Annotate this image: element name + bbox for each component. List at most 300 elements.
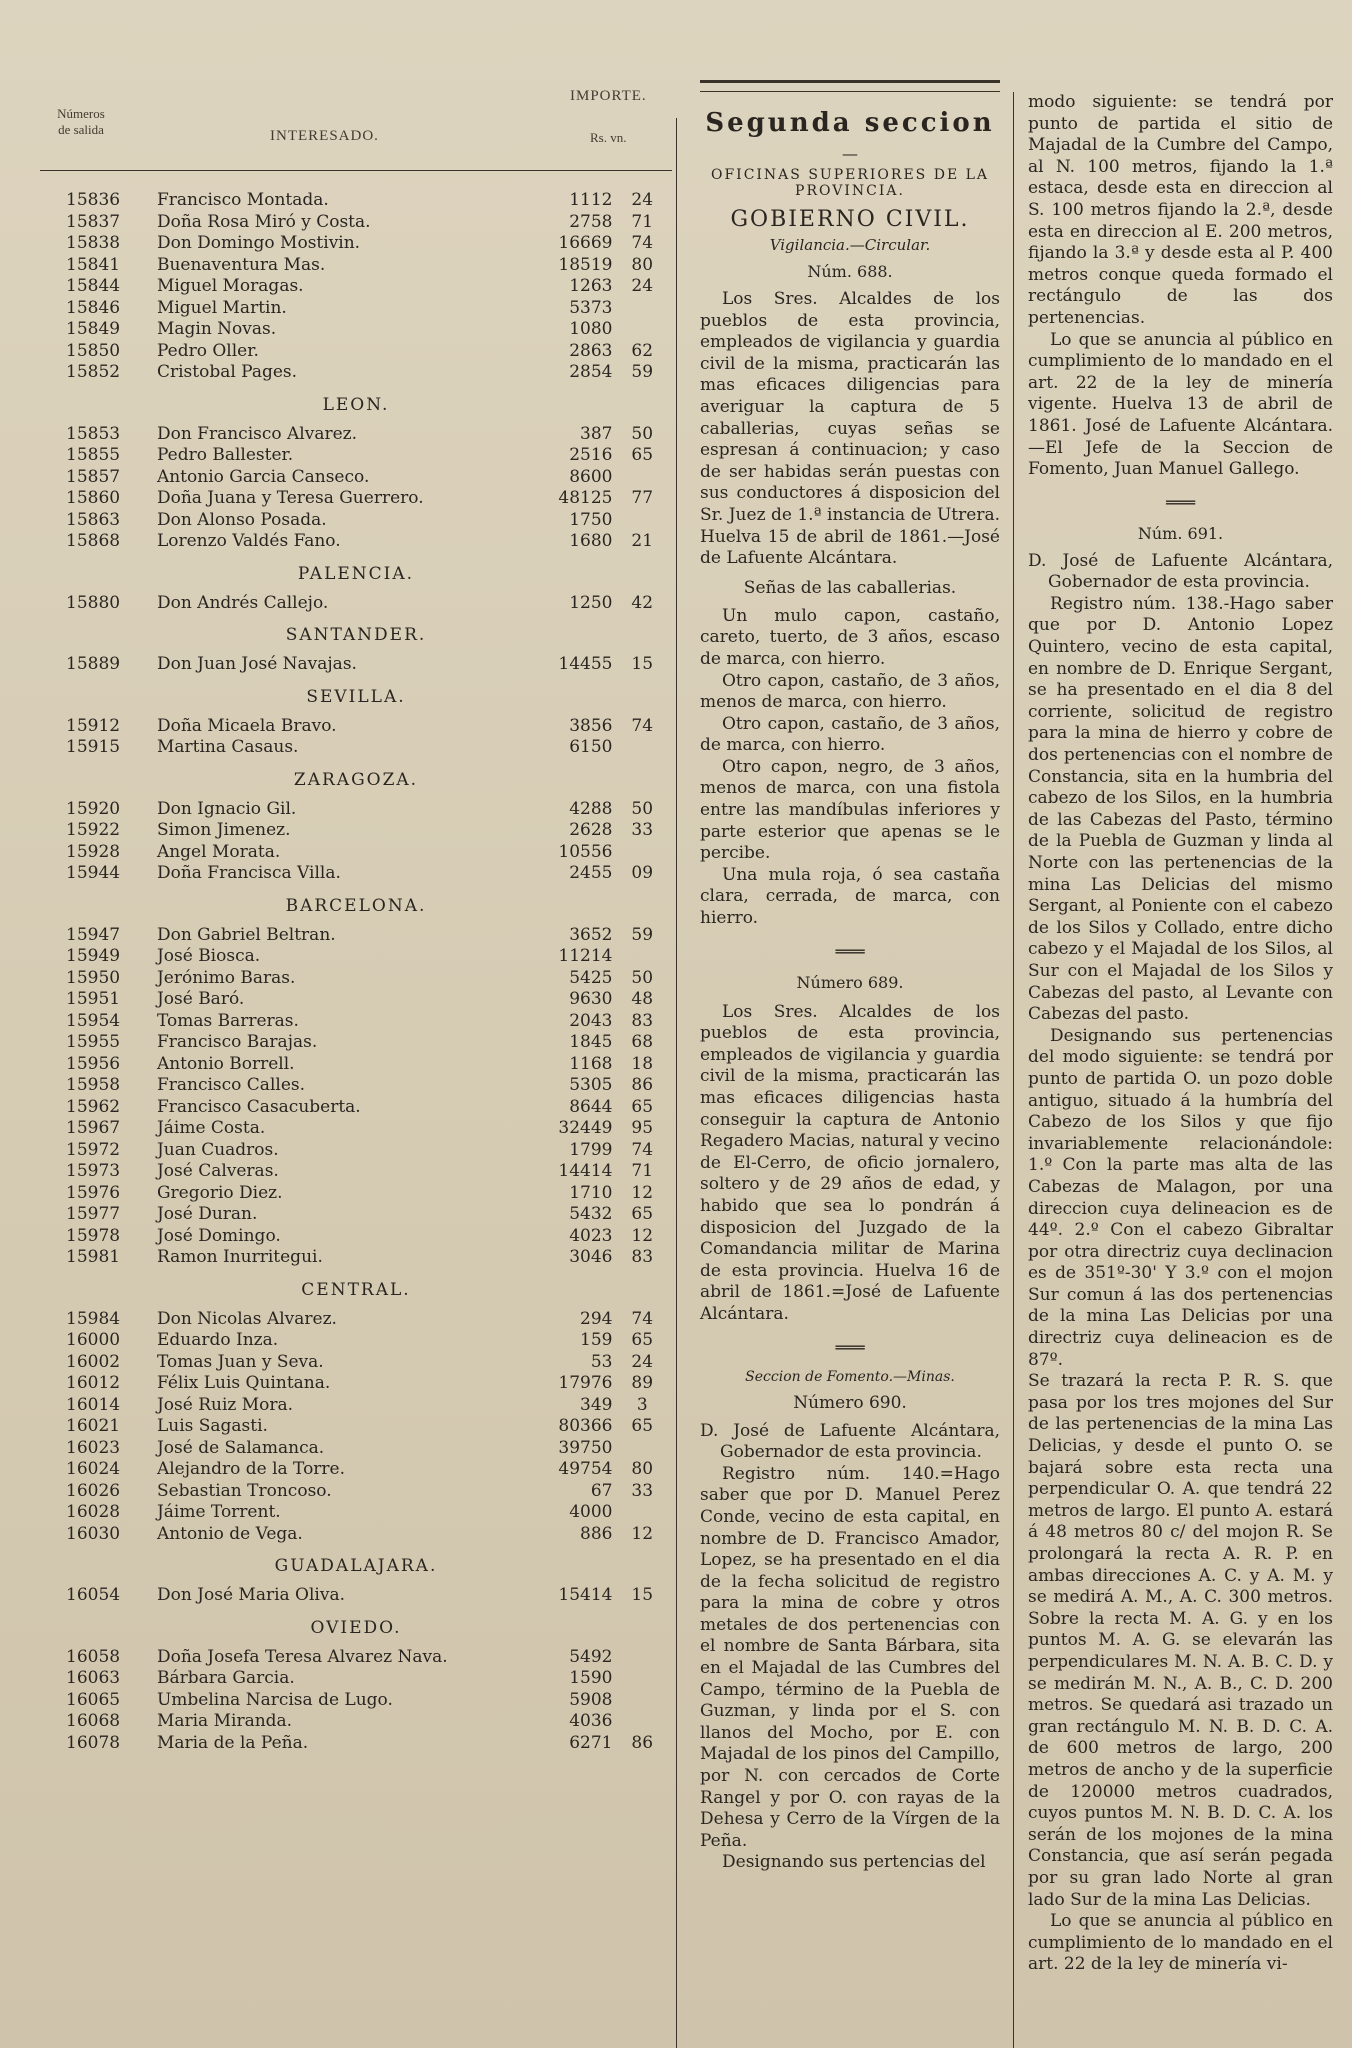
amount-cents: 71: [631, 1161, 654, 1181]
section-title: Segunda seccion: [705, 108, 995, 138]
province-heading: CENTRAL.: [301, 1279, 411, 1300]
amount-cents: 15: [631, 1585, 654, 1605]
amount-reales: 2854: [569, 362, 613, 382]
interested-party: Don Francisco Alvarez.: [156, 423, 358, 444]
amount-cents: [612, 319, 672, 341]
table-row: [40, 255, 672, 277]
amount-cents: 50: [631, 967, 654, 988]
interested-party: Umbelina Narcisa de Lugo.: [156, 1689, 393, 1710]
table-row: [40, 1711, 672, 1733]
amount-cents: 59: [631, 362, 654, 382]
interested-party: José Ruiz Mora.: [156, 1394, 294, 1415]
table-row: [40, 593, 672, 615]
amount-cents: 74: [631, 1308, 654, 1329]
amount-cents: 18: [631, 1053, 654, 1074]
interested-party: Doña Josefa Teresa Alvarez Nava.: [156, 1646, 448, 1667]
table-row: [40, 1183, 672, 1205]
amount-cents: 86: [631, 1075, 654, 1095]
header-numeros: Números de salida: [57, 106, 105, 137]
amount-cents: 65: [631, 1096, 654, 1117]
table-row: [40, 1011, 672, 1033]
amount-reales: 11214: [558, 946, 613, 966]
table-row: [40, 1054, 672, 1076]
amount-cents: 86: [631, 1732, 654, 1753]
exit-number: 16021: [66, 1416, 121, 1436]
exit-number: 15836: [66, 190, 121, 210]
notice-691-tracing: Se trazará la recta P. R. S. que pasa por los tres mojones del Sur de las pertenencias de la mina Las Delicias, y desde el punto O. se bajará sobre esta recta una perpendicular O. A. que tendrá 22 metros de largo. El punto A. estará á 48 metros 80 c/ del mojon R. Se prolongará la recta A. R. P. en ambas direcciones A. C. y A. M. y se medirá A. M., A. C. 300 metros. Sobre la recta M. A. G. y en los puntos M. A. G. se elevarán las perpendiculares M. N. A. B. C. D. y se medirán M. N., A. B., C. D. 200 metros. Se quedará asi trazado un gran rectángulo M. N. B. D. C. A. de 600 metros de largo, 200 metros de ancho y de la superficie de 120000 metros cuadrados, cuyos puntos M. N. B. D. C. A. los serán de los mojones de la mina Constancia, que así serán pegada por su gran lado Norte al gran lado Sur de la mina Las Delicias.: [1028, 1371, 1333, 1910]
amount-reales: 886: [580, 1523, 613, 1544]
amount-reales: 1750: [569, 509, 613, 530]
amount-reales: 1710: [569, 1182, 613, 1203]
amount-reales: 39750: [558, 1437, 613, 1458]
amount-cents: 12: [631, 1523, 654, 1544]
amount-reales: 15414: [558, 1585, 613, 1605]
interested-party: Pedro Oller.: [156, 340, 259, 361]
amount-reales: 5908: [569, 1689, 613, 1710]
exit-number: 15868: [66, 531, 121, 551]
interested-party: Francisco Barajas.: [156, 1032, 318, 1052]
interested-party: Don Nicolas Alvarez.: [156, 1308, 337, 1329]
amount-cents: [612, 1438, 672, 1460]
exit-number: 16054: [66, 1585, 121, 1605]
gobierno-heading: GOBIERNO CIVIL.: [730, 207, 970, 232]
exit-number: 15944: [66, 863, 121, 883]
table-row: [40, 488, 672, 510]
amount-cents: 15: [631, 654, 654, 674]
interested-party: Gregorio Diez.: [156, 1182, 283, 1203]
table-row: [40, 1395, 672, 1417]
interested-party: Angel Morata.: [156, 841, 281, 862]
amount-cents: 62: [631, 340, 654, 361]
amount-cents: 74: [631, 715, 654, 736]
senas-item-4: Otro capon, negro, de 3 años, menos de marca, con una fistola entre las mandíbulas inferiores y parte esterior que apenas se le percibe.: [700, 756, 1000, 864]
amount-cents: 24: [631, 1351, 654, 1372]
amount-cents: 71: [631, 211, 654, 232]
exit-number: 15958: [66, 1075, 121, 1095]
notice-688-text: Los Sres. Alcaldes de los pueblos de esta provincia, empleados de vigilancia y guardia civil de la misma, practicarán las mas eficaces diligencias para averiguar la captura de 5 caballerias, cuyas señas se espresan á continuacion; y caso de ser habidas serán puestas con sus conductores á disposicion del Sr. Juez de 1.ª instancia de Utrera. Huelva 15 de abril de 1861.—José de Lafuente Alcántara.: [700, 289, 1000, 569]
amount-cents: 33: [631, 1480, 654, 1501]
table-row: [40, 1733, 672, 1755]
notice-691-heading: D. José de Lafuente Alcántara, Gobernador de esta provincia.: [1028, 550, 1333, 593]
amount-cents: 83: [631, 1247, 654, 1267]
senas-heading: Señas de las caballerias.: [743, 577, 957, 598]
amount-cents: 24: [631, 190, 654, 210]
amount-reales: 9630: [569, 989, 613, 1009]
table-row: [40, 1226, 672, 1248]
notice-689-number: Número 689.: [796, 972, 904, 992]
table-row: [40, 1247, 672, 1269]
table-row: [40, 654, 672, 676]
table-row: [40, 1438, 672, 1460]
exit-number: 15841: [66, 254, 121, 275]
interested-party: Don Ignacio Gil.: [156, 798, 297, 819]
section-dash: —: [842, 144, 858, 163]
amount-cents: 12: [631, 1225, 654, 1246]
ledger-group: [40, 1585, 672, 1607]
interested-party: José Biosca.: [156, 946, 261, 966]
amount-reales: 5373: [569, 297, 613, 318]
amount-reales: 18519: [558, 254, 613, 275]
amount-cents: [612, 1502, 672, 1524]
amount-cents: 65: [631, 445, 654, 465]
amount-cents: 83: [631, 1010, 654, 1031]
amount-cents: 74: [631, 233, 654, 253]
exit-number: 16002: [66, 1351, 121, 1372]
exit-number: 15956: [66, 1053, 121, 1074]
amount-cents: [612, 1647, 672, 1669]
senas-item-5: Una mula roja, ó sea castaña clara, cerrada, de marca, con hierro.: [700, 864, 1000, 929]
exit-number: 15863: [66, 509, 121, 530]
exit-number: 15973: [66, 1161, 121, 1181]
exit-number: 16026: [66, 1480, 121, 1501]
amount-reales: 1080: [569, 319, 613, 339]
interested-party: Tomas Barreras.: [156, 1010, 299, 1031]
interested-party: Tomas Juan y Seva.: [156, 1351, 324, 1372]
amount-cents: 59: [631, 924, 654, 945]
interested-party: Sebastian Troncoso.: [156, 1480, 332, 1501]
table-row: [40, 1502, 672, 1524]
exit-number: 16012: [66, 1373, 121, 1393]
amount-reales: 2516: [569, 445, 613, 465]
ledger-group: [40, 190, 672, 384]
amount-reales: 1799: [569, 1139, 613, 1160]
ledger-group: [40, 424, 672, 553]
ledger-group: [40, 1647, 672, 1755]
header-importe: IMPORTE.: [570, 88, 647, 104]
notice-691-designation: Designando sus pertenencias del modo siguiente: se tendrá por punto de partida O. un pozo doble antiguo, situado á la humbría del Cabezo de los Silos y que fijo invariablemente relacionándole: 1.º Con la parte mas alta de las Cabezas de Malagon, por una direccion cuya delineacion es de 44º. 2.º Con el cabezo Gibraltar por otra directriz cuya declinacion es de 351º-30' Y 3.º con el mojon Sur comun á las dos pertenencias de la mina Las Delicias por una directriz cuya delineacion es de 87º.: [1028, 1025, 1333, 1370]
amount-reales: 4288: [569, 798, 613, 819]
amount-reales: 3652: [569, 924, 613, 945]
table-row: [40, 233, 672, 255]
table-row: [40, 799, 672, 821]
amount-cents: 74: [631, 1139, 654, 1160]
amount-reales: 8600: [569, 466, 613, 487]
province-heading: PALENCIA.: [297, 563, 415, 584]
amount-cents: 12: [631, 1182, 654, 1203]
amount-reales: 1263: [569, 276, 613, 296]
senas-item-1: Un mulo capon, castaño, careto, tuerto, de 3 años, escaso de marca, con hierro.: [700, 605, 1000, 669]
interested-party: Don Alonso Posada.: [156, 509, 327, 530]
amount-cents: [612, 842, 672, 864]
notice-690-heading: D. José de Lafuente Alcántara, Gobernador de esta provincia.: [700, 1420, 1000, 1463]
exit-number: 15857: [66, 466, 121, 487]
amount-cents: 65: [631, 1330, 654, 1350]
table-row: [40, 737, 672, 759]
interested-party: Don Andrés Callejo.: [156, 592, 329, 613]
exit-number: 15972: [66, 1139, 121, 1160]
amount-cents: 09: [631, 863, 654, 883]
table-row: [40, 1416, 672, 1438]
table-row: [40, 1309, 672, 1331]
interested-party: Antonio de Vega.: [156, 1523, 303, 1544]
separator: ═══: [835, 1337, 865, 1357]
amount-reales: 2863: [569, 340, 613, 361]
amount-reales: 5305: [569, 1075, 613, 1095]
amount-reales: 159: [580, 1330, 613, 1350]
interested-party: Francisco Calles.: [156, 1075, 306, 1095]
table-row: [40, 510, 672, 532]
ledger-table: [40, 190, 672, 1754]
exit-number: 15928: [66, 841, 121, 862]
exit-number: 15838: [66, 233, 121, 253]
amount-cents: [612, 737, 672, 759]
amount-reales: 10556: [558, 841, 613, 862]
exit-number: 15976: [66, 1182, 121, 1203]
ledger-group: [40, 593, 672, 615]
interested-party: Miguel Martin.: [156, 297, 287, 318]
column-rule-2: [1013, 92, 1014, 2048]
amount-reales: 49754: [558, 1459, 613, 1479]
table-row: [40, 1459, 672, 1481]
amount-reales: 8644: [569, 1096, 613, 1117]
exit-number: 16024: [66, 1459, 121, 1479]
table-row: [40, 1075, 672, 1097]
province-heading: SANTANDER.: [285, 625, 427, 645]
exit-number: 15922: [66, 820, 121, 840]
amount-cents: 48: [631, 989, 654, 1009]
province-heading: OVIEDO.: [310, 1617, 402, 1638]
amount-reales: 6150: [569, 737, 613, 757]
exit-number: 16000: [66, 1330, 121, 1350]
amount-reales: 1112: [569, 190, 613, 210]
table-row: [40, 1140, 672, 1162]
exit-number: 15967: [66, 1118, 121, 1138]
ledger-group: [40, 925, 672, 1269]
table-row: [40, 1668, 672, 1690]
exit-number: 15853: [66, 423, 121, 444]
table-row: [40, 212, 672, 234]
exit-number: 15978: [66, 1225, 121, 1246]
exit-number: 16058: [66, 1646, 121, 1667]
interested-party: Doña Rosa Miró y Costa.: [156, 211, 371, 232]
exit-number: 15962: [66, 1096, 121, 1117]
header-interesado: INTERESADO.: [270, 128, 379, 144]
table-row: [40, 1524, 672, 1546]
ledger-group: [40, 716, 672, 759]
table-row: [40, 298, 672, 320]
amount-reales: 14455: [558, 654, 613, 674]
amount-cents: 65: [631, 1416, 654, 1436]
interested-party: Don Domingo Mostivin.: [156, 233, 361, 253]
interested-party: Magin Novas.: [156, 319, 277, 339]
ledger-group: [40, 799, 672, 885]
notice-691-closing: Lo que se anuncia al público en cumplimiento de lo mandado en el art. 22 de la ley de minería vi-: [1028, 1911, 1333, 1975]
province-heading: SEVILLA.: [306, 686, 406, 707]
amount-reales: 387: [580, 423, 613, 444]
interested-party: Ramon Inurritegui.: [156, 1247, 323, 1267]
amount-reales: 2628: [569, 820, 613, 840]
notice-691-text: Registro núm. 138.-Hago saber que por D. Antonio Lopez Quintero, vecino de esta capital, en nombre de D. Enrique Sergant, se ha presentado en el dia 8 del corriente, solicitud de registro para la mina de hierro y cobre de dos pertenencias con el nombre de Constancia, sita en la humbria del cabezo de los Silos, en la humbria de las Cabezas del Pasto, término de la Puebla de Guzman y linda al Norte con las pertenencias de la mina Las Delicias del mismo Sergant, al Poniente con el cabezo de los Silos y Collado, entre dicho cabezo y el Majadal de los Silos, al Sur con el Majadal de los Silos y Cabezas del pasto, al Levante con Cabezas del pasto.: [1028, 593, 1333, 1025]
table-row: [40, 276, 672, 298]
interested-party: Bárbara Garcia.: [156, 1668, 295, 1688]
amount-reales: 4036: [569, 1711, 613, 1731]
separator: ═══: [835, 941, 865, 961]
amount-reales: 5492: [569, 1646, 613, 1667]
table-row: [40, 863, 672, 885]
amount-cents: [612, 298, 672, 320]
table-row: [40, 1204, 672, 1226]
amount-cents: 42: [631, 592, 654, 613]
interested-party: Maria Miranda.: [156, 1711, 293, 1731]
table-row: [40, 1161, 672, 1183]
interested-party: Don José Maria Oliva.: [156, 1585, 346, 1605]
notice-689-text: Los Sres. Alcaldes de los pueblos de esta provincia, empleados de vigilancia y guardia civil de la misma, practicarán las mas eficaces diligencias hasta conseguir la captura de Antonio Regadero Macias, natural y vecino de El-Cerro, de oficio jornalero, soltero y de 29 años de edad, y habido que sea lo pondrán á disposicion del Juzgado de la Comandancia militar de Marina de esta provincia. Huelva 16 de abril de 1861.=José de Lafuente Alcántara.: [700, 1001, 1000, 1324]
table-row: [40, 716, 672, 738]
interested-party: Miguel Moragas.: [156, 276, 304, 296]
table-row: [40, 1690, 672, 1712]
province-heading: GUADALAJARA.: [274, 1556, 438, 1576]
exit-number: 16065: [66, 1689, 121, 1710]
table-row: [40, 1097, 672, 1119]
table-row: [40, 968, 672, 990]
interested-party: Francisco Casacuberta.: [156, 1096, 361, 1117]
table-row: [40, 989, 672, 1011]
amount-cents: 68: [631, 1032, 654, 1052]
amount-cents: [612, 1690, 672, 1712]
column-2: [700, 80, 1000, 1874]
interested-party: Jáime Costa.: [156, 1118, 266, 1138]
interested-party: Jáime Torrent.: [156, 1502, 281, 1522]
amount-reales: 1590: [569, 1668, 613, 1688]
amount-cents: 24: [631, 276, 654, 296]
table-row: [40, 1330, 672, 1352]
table-row: [40, 362, 672, 384]
amount-reales: 4023: [569, 1225, 613, 1246]
notice-691-number: Núm. 691.: [1137, 523, 1224, 543]
amount-reales: 4000: [569, 1502, 613, 1522]
column-3: [1028, 92, 1333, 1976]
interested-party: Jerónimo Baras.: [156, 967, 296, 988]
amount-reales: 1168: [569, 1053, 613, 1074]
top-band: [700, 80, 1000, 92]
amount-cents: 80: [631, 254, 654, 275]
amount-cents: 95: [631, 1118, 654, 1138]
amount-reales: 1845: [569, 1032, 613, 1052]
amount-reales: 32449: [558, 1118, 613, 1138]
vigilancia-subheading: Vigilancia.—Circular.: [769, 236, 931, 254]
notice-690-number: Número 690.: [793, 1392, 907, 1413]
interested-party: Doña Micaela Bravo.: [156, 715, 337, 736]
ledger-group: [40, 1309, 672, 1546]
exit-number: 15850: [66, 340, 121, 361]
interested-party: Maria de la Peña.: [156, 1732, 309, 1753]
table-row: [40, 1373, 672, 1395]
amount-reales: 1680: [569, 531, 613, 551]
table-row: [40, 319, 672, 341]
amount-cents: 50: [631, 798, 654, 819]
interested-party: José Calveras.: [156, 1161, 279, 1181]
header-rs-vn: Rs. vn.: [590, 130, 627, 145]
interested-party: Pedro Ballester.: [156, 445, 294, 465]
amount-reales: 1250: [569, 592, 613, 613]
oficinas-heading: OFICINAS SUPERIORES DE LA PROVINCIA.: [710, 167, 990, 199]
interested-party: Cristobal Pages.: [156, 362, 298, 382]
amount-reales: 2455: [569, 863, 613, 883]
exit-number: 15955: [66, 1032, 121, 1052]
exit-number: 16078: [66, 1732, 121, 1753]
table-row: [40, 341, 672, 363]
table-row: [40, 424, 672, 446]
interested-party: Don Juan José Navajas.: [156, 654, 357, 674]
amount-reales: 3856: [569, 715, 613, 736]
table-row: [40, 467, 672, 489]
interested-party: Francisco Montada.: [156, 190, 329, 210]
exit-number: 15844: [66, 276, 121, 296]
interested-party: Eduardo Inza.: [156, 1330, 279, 1350]
table-row: [40, 1585, 672, 1607]
amount-cents: 77: [631, 488, 654, 508]
exit-number: 16023: [66, 1437, 121, 1458]
amount-cents: [612, 1668, 672, 1690]
interested-party: Félix Luis Quintana.: [156, 1373, 331, 1393]
amount-cents: 89: [631, 1373, 654, 1393]
exit-number: 15950: [66, 967, 121, 988]
exit-number: 16063: [66, 1668, 121, 1688]
amount-reales: 14414: [558, 1161, 613, 1181]
amount-cents: 50: [631, 423, 654, 444]
fomento-heading: Seccion de Fomento.—Minas.: [745, 1368, 955, 1385]
exit-number: 16068: [66, 1711, 121, 1731]
interested-party: Doña Juana y Teresa Guerrero.: [156, 488, 424, 508]
senas-item-3: Otro capon, castaño, de 3 años, de marca, con hierro.: [700, 713, 1000, 756]
interested-party: Luis Sagasti.: [156, 1416, 268, 1436]
amount-reales: 53: [590, 1351, 613, 1372]
exit-number: 15837: [66, 211, 121, 232]
amount-cents: 80: [631, 1459, 654, 1479]
exit-number: 15984: [66, 1308, 121, 1329]
exit-number: 15889: [66, 654, 121, 674]
senas-item-2: Otro capon, castaño, de 3 años, menos de marca, con hierro.: [700, 670, 1000, 713]
interested-party: José de Salamanca.: [156, 1437, 325, 1458]
exit-number: 15920: [66, 798, 121, 819]
amount-reales: 6271: [569, 1732, 613, 1753]
exit-number: 15951: [66, 989, 121, 1009]
exit-number: 15915: [66, 737, 121, 757]
amount-reales: 3046: [569, 1247, 613, 1267]
exit-number: 15949: [66, 946, 121, 966]
notice-690-text: Registro núm. 140.=Hago saber que por D. Manuel Perez Conde, vecino de esta capital, en nombre de D. Francisco Amador, Lopez, se ha presentado en el dia de la fecha solicitud de registro para la mina de cobre y otros metales de dos pertenencias con el nombre de Santa Bárbara, sita en el Majadal de las Cumbres del Campo, término de la Puebla de Guzman, y linda por el S. con llanos del Mocho, por E. con Majadal de los pinos del Campillo, por N. con cercados de Corte Rangel y por O. con rayas de la Dehesa y Cerro de la Vírgen de la Peña.: [700, 1463, 1000, 1851]
exit-number: 15981: [66, 1247, 121, 1267]
exit-number: 15947: [66, 924, 121, 945]
table-row: [40, 1352, 672, 1374]
separator: ═══: [1166, 492, 1195, 512]
notice-690-closing: Lo que se anuncia al público en cumplimiento de lo mandado en el art. 22 de la ley de minería vigente. Huelva 13 de abril de 1861. José de Lafuente Alcántara.—El Jefe de la Seccion de Fomento, Juan Manuel Gallego.: [1028, 329, 1333, 480]
interested-party: José Duran.: [156, 1204, 258, 1224]
interested-party: Lorenzo Valdés Fano.: [156, 531, 341, 551]
amount-reales: 5432: [569, 1204, 613, 1224]
interested-party: Simon Jimenez.: [156, 820, 291, 840]
exit-number: 16014: [66, 1394, 121, 1415]
interested-party: Buenaventura Mas.: [156, 254, 326, 275]
amount-cents: 33: [631, 820, 654, 840]
notice-690-text-cont: Designando sus pertencias del: [722, 1852, 986, 1873]
interested-party: Doña Francisca Villa.: [156, 863, 341, 883]
amount-cents: [612, 467, 672, 489]
amount-cents: 3: [636, 1394, 648, 1415]
amount-reales: 16669: [558, 233, 613, 253]
notice-690-continued: modo siguiente: se tendrá por punto de partida el sitio de Majadal de la Cumbre del Campo, al N. 100 metros, fijando la 1.ª estaca, desde esta en direccion al S. 100 metros fijando la 2.ª, desde esta en direccion al E. 200 metros, fijando la 3.ª y desde esta al P. 400 metros conque queda formado el rectángulo de las dos pertenencias.: [1028, 92, 1333, 328]
interested-party: Alejandro de la Torre.: [156, 1459, 346, 1479]
interested-party: Martina Casaus.: [156, 737, 299, 757]
amount-reales: 2043: [569, 1010, 613, 1031]
exit-number: 15880: [66, 592, 121, 613]
interested-party: Juan Cuadros.: [156, 1139, 279, 1160]
amount-reales: 2758: [569, 211, 613, 232]
exit-number: 16028: [66, 1502, 121, 1522]
table-row: [40, 1032, 672, 1054]
interested-party: Antonio Garcia Canseco.: [156, 466, 370, 487]
amount-reales: 17976: [558, 1373, 613, 1393]
